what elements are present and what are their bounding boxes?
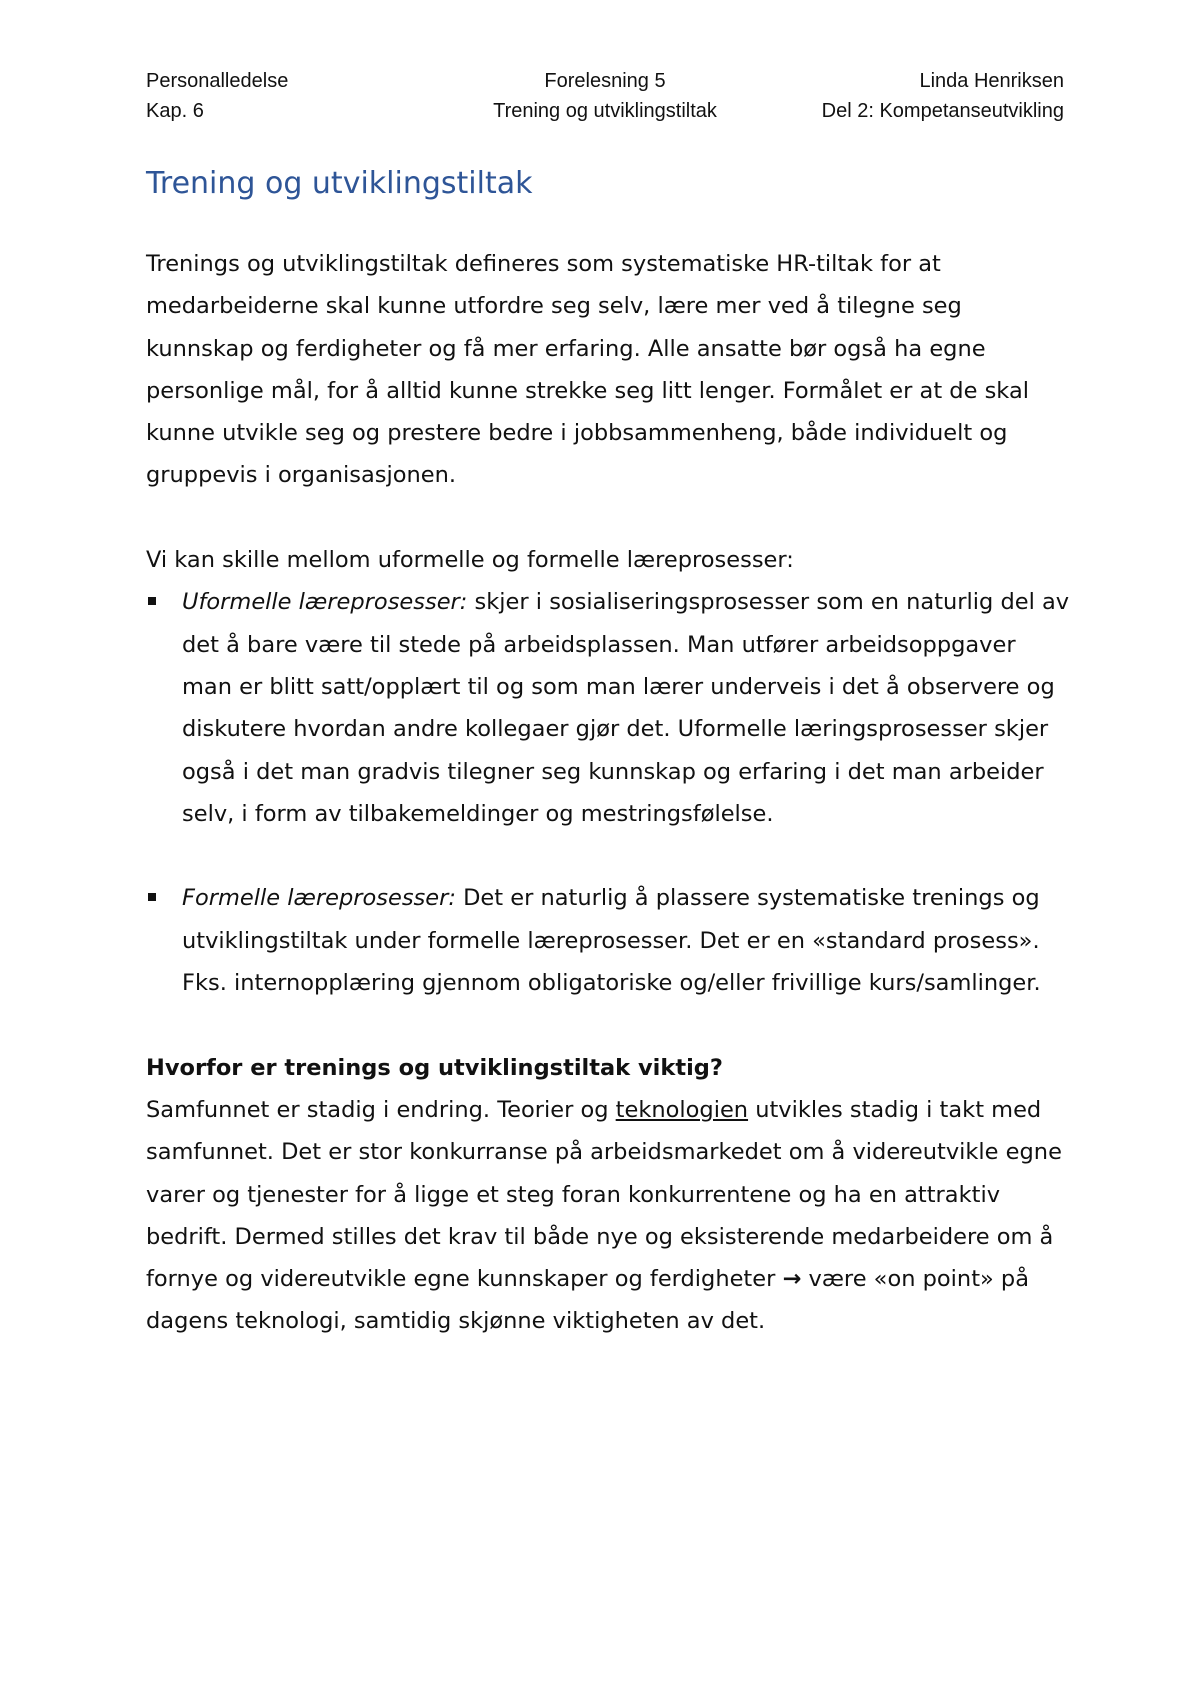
header-chapter: Kap. 6 [146,100,204,122]
bullet-text: Det er naturlig å plassere systematiske trenings og utviklingstiltak under formelle læreprosesser. Det er en «standard prosess». Fks. internopplæring gjennom obligatoriske og/eller frivillige kurs/samlinger. [182,885,1041,997]
section-text-a: Samfunnet er stadig i endring. Teorier og [146,1096,616,1123]
list-item [146,877,1071,1004]
arrow-right-icon: → [782,1266,802,1293]
header-author: Linda Henriksen [919,70,1064,92]
spacer [146,835,1071,877]
page-header [146,70,1064,130]
header-row-2 [146,100,1064,130]
header-part: Del 2: Kompetanseutvikling [821,100,1064,122]
square-bullet-icon [148,597,156,605]
intro-paragraph: Trenings og utviklingstiltak defineres som systematiske HR-tiltak for at medarbeiderne skal kunne utfordre seg selv, lære mer ved å tilegne seg kunnskap og ferdigheter og få mer erfaring. Alle ansatte bør også ha egne personlige mål, for å alltid kunne strekke seg litt lenger. Formålet er at de skal kunne utvikle seg og prestere bedre i jobbsammenheng, både individuelt og gruppevis i organisasjonen. [146,251,1029,489]
learning-process-list [146,581,1071,1004]
lead-paragraph: Vi kan skille mellom uformelle og formelle læreprosesser: [146,547,794,574]
section-paragraph [146,1089,1071,1343]
section-text-c: være «on point» på dagens teknologi, samtidig skjønne viktigheten av det. [146,1266,1030,1335]
bullet-term: Uformelle læreprosesser: [182,589,468,616]
header-topic: Trening og utviklingstiltak [493,100,717,122]
header-row-1 [146,70,1064,100]
header-course: Personalledelse [146,70,289,92]
spacer [146,1004,1071,1046]
header-lecture: Forelesning 5 [544,70,666,92]
spacer [146,497,1071,539]
underlined-term: teknologien [615,1096,749,1123]
bullet-text: skjer i sosialiseringsprosesser som en naturlig del av det å bare være til stede på arbeidsplassen. Man utfører arbeidsoppgaver man er blitt satt/opplært til og som man lærer underveis i det å observere og diskutere hvordan andre kollegaer gjør det. Uformelle læringsprosesser skjer også i det man gradvis tilegner seg kunnskap og erfaring i det man arbeider selv, i form av tilbakemeldinger og mestringsfølelse. [182,589,1070,827]
page-title: Trening og utviklingstiltak [146,166,533,201]
section-text-b: utvikles stadig i takt med samfunnet. Det er stor konkurranse på arbeidsmarkedet om å videreutvikle egne varer og tjenester for å ligge et steg foran konkurrentene og ha en attraktiv bedrift. Dermed stilles det krav til både nye og eksisterende medarbeidere om å fornye og videreutvikle egne kunnskaper og ferdigheter [146,1096,1062,1293]
list-item [146,581,1071,835]
section-heading: Hvorfor er trenings og utviklingstiltak viktig? [146,1054,723,1081]
bullet-term: Formelle læreprosesser: [182,885,456,912]
document-body [146,243,1071,1343]
square-bullet-icon [148,893,156,901]
